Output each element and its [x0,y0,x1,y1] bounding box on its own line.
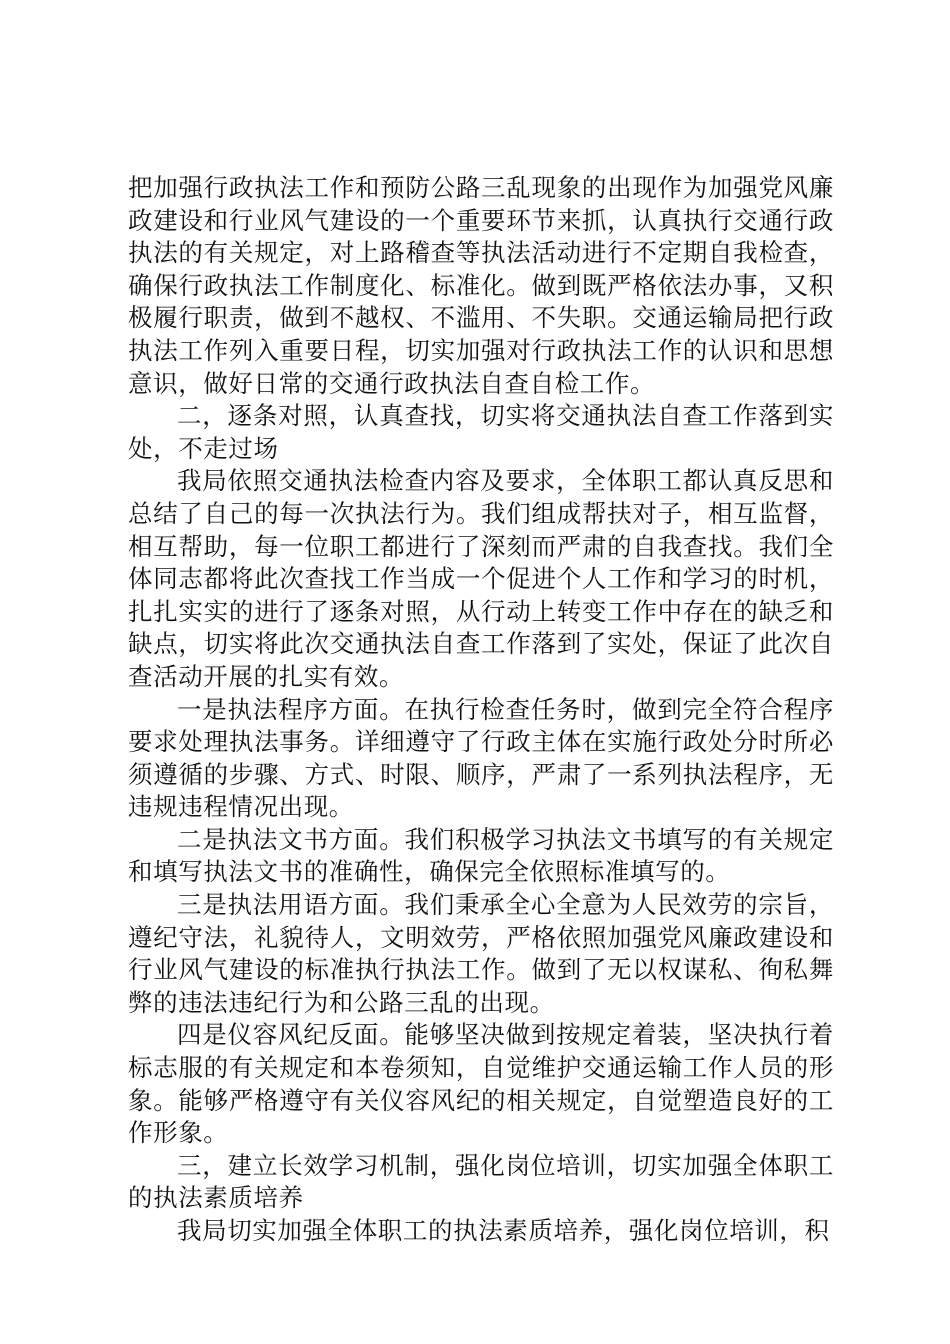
section-heading-two: 二，逐条对照，认真查找，切实将交通执法自查工作落到实处，不走过场 [128,401,834,463]
paragraph-documents: 二是执法文书方面。我们积极学习执法文书填写的有关规定和填写执法文书的准确性，确保完全依照标准填写的。 [128,824,834,887]
paragraph-continuation: 把加强行政执法工作和预防公路三乱现象的出现作为加强党风廉政建设和行业风气建设的一个重要环节来抓，认真执行交通行政执法的有关规定，对上路稽查等执法活动进行不定期自我检查，确保行政执法工作制度化、标准化。做到既严格依法办事，又积极履行职责，做到不越权、不滥用、不失职。交通运输局把行政执法工作列入重要日程，切实加强对行政执法工作的认识和思想意识，做好日常的交通行政执法自查自检工作。 [128,173,834,398]
section-heading-three: 三，建立长效学习机制，强化岗位培训，切实加强全体职工的执法素质培养 [128,1150,834,1213]
paragraph-language: 三是执法用语方面。我们秉承全心全意为人民效劳的宗旨，遵纪守法，礼貌待人，文明效劳，严格依照加强党风廉政建设和行业风气建设的标准执行执法工作。做到了无以权谋私、徇私舞弊的违法违纪行为和公路三乱的出现。 [128,890,834,1017]
document-body [128,172,834,1248]
paragraph-procedure: 一是执法程序方面。在执行检查任务时，做到完全符合程序要求处理执法事务。详细遵守了行政主体在实施行政处分时所必须遵循的步骤、方式、时限、顺序，严肃了一系列执法程序，无违规违程情况出现。 [128,694,834,822]
paragraph-self-review: 我局依照交通执法检查内容及要求，全体职工都认真反思和总结了自己的每一次执法行为。我们组成帮扶对子，相互监督，相互帮助，每一位职工都进行了深刻而严肃的自我查找。我们全体同志都将此次查找工作当成一个促进个人工作和学习的时机，扎扎实实的进行了逐条对照，从行动上转变工作中存在的缺乏和缺点，切实将此次交通执法自查工作落到了实处，保证了此次自查活动开展的扎实有效。 [128,466,834,691]
paragraph-appearance: 四是仪容风纪反面。能够坚决做到按规定着装，坚决执行着标志服的有关规定和本卷须知，自觉维护交通运输工作人员的形象。能够严格遵守有关仪容风纪的相关规定，自觉塑造良好的工作形象。 [128,1020,834,1148]
paragraph-training: 我局切实加强全体职工的执法素质培养，强化岗位培训，积 [177,1216,830,1245]
